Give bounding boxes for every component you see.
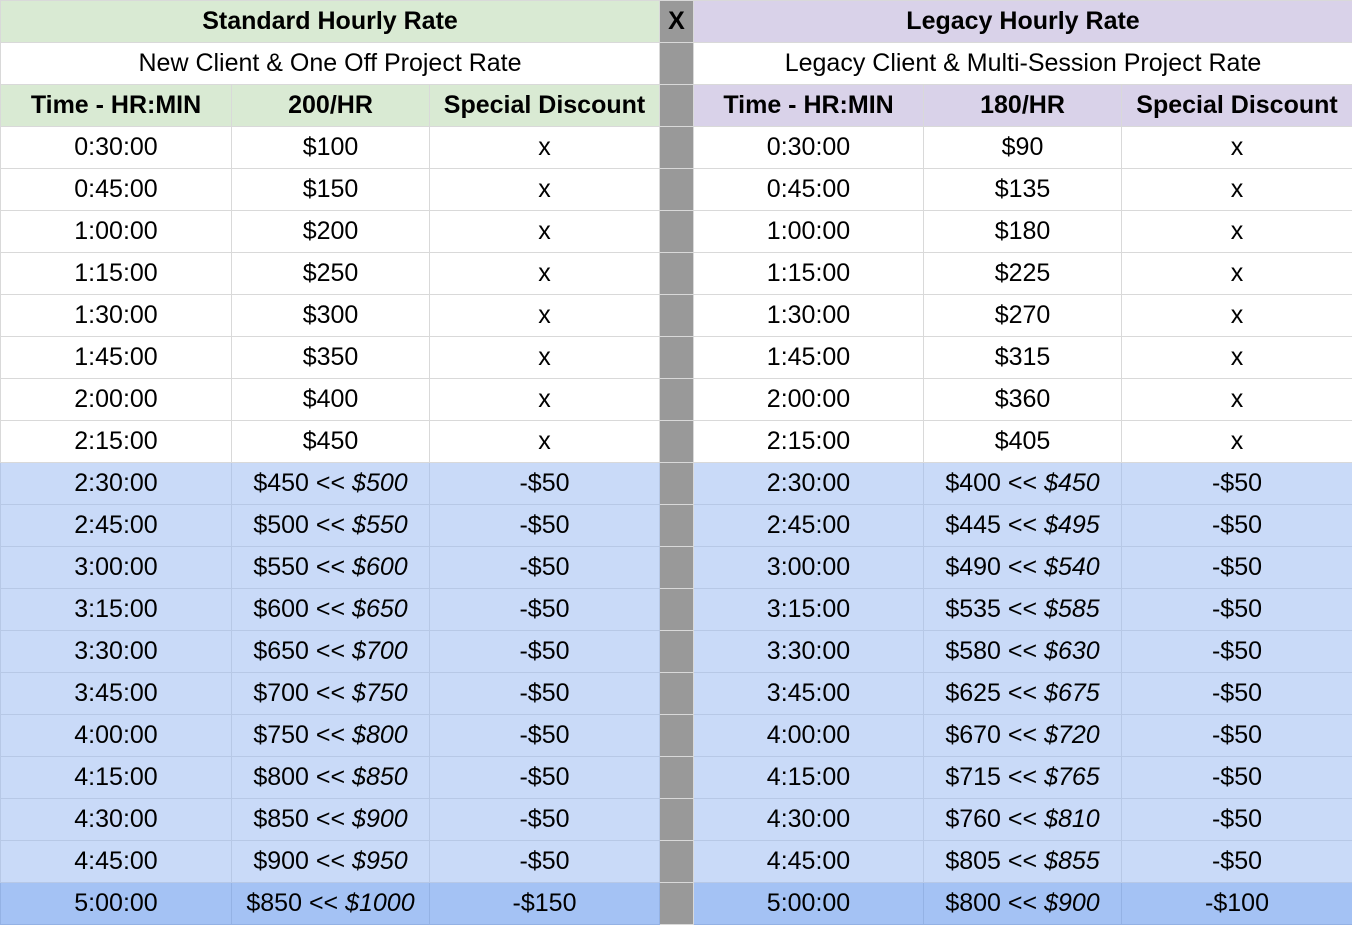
legacy-discount-cell[interactable]: -$50 bbox=[1122, 463, 1352, 505]
legacy-discount-cell[interactable]: x bbox=[1122, 421, 1352, 463]
separator-cell[interactable] bbox=[660, 379, 694, 421]
legacy-time-cell[interactable]: 4:45:00 bbox=[694, 841, 924, 883]
legacy-discount-cell[interactable]: x bbox=[1122, 337, 1352, 379]
original-price-value: $450 bbox=[1044, 469, 1100, 497]
standard-discount-header[interactable]: Special Discount bbox=[430, 85, 660, 127]
price-value: $100 bbox=[302, 133, 359, 161]
column-header-row bbox=[1, 85, 1352, 127]
original-price-value: $700 bbox=[352, 637, 408, 665]
separator-cell[interactable] bbox=[660, 463, 694, 505]
price-arrow: << bbox=[308, 469, 353, 497]
table-row bbox=[1, 589, 1352, 631]
price-value: $625 bbox=[945, 679, 1001, 707]
standard-price-cell[interactable] bbox=[232, 463, 430, 505]
price-arrow: << bbox=[1000, 763, 1045, 791]
price-value: $450 bbox=[302, 427, 359, 455]
price-value: $150 bbox=[302, 175, 359, 203]
price-arrow: << bbox=[308, 637, 353, 665]
standard-rate-title[interactable]: Standard Hourly Rate bbox=[1, 1, 660, 43]
standard-time-cell[interactable]: 2:45:00 bbox=[1, 505, 232, 547]
separator-cell[interactable] bbox=[660, 757, 694, 799]
price-value: $180 bbox=[994, 217, 1051, 245]
legacy-time-cell[interactable]: 2:00:00 bbox=[694, 379, 924, 421]
legacy-discount-cell[interactable]: -$50 bbox=[1122, 631, 1352, 673]
standard-time-cell[interactable]: 4:45:00 bbox=[1, 841, 232, 883]
legacy-time-cell[interactable]: 3:00:00 bbox=[694, 547, 924, 589]
standard-time-header[interactable]: Time - HR:MIN bbox=[1, 85, 232, 127]
standard-time-cell[interactable]: 2:30:00 bbox=[1, 463, 232, 505]
legacy-price-cell[interactable] bbox=[924, 757, 1122, 799]
standard-discount-cell[interactable]: -$50 bbox=[430, 715, 660, 757]
standard-discount-cell[interactable]: x bbox=[430, 169, 660, 211]
original-price-value: $900 bbox=[352, 805, 408, 833]
legacy-time-cell[interactable]: 1:45:00 bbox=[694, 337, 924, 379]
standard-discount-cell[interactable]: x bbox=[430, 127, 660, 169]
standard-price-cell[interactable] bbox=[232, 631, 430, 673]
standard-time-cell[interactable]: 0:45:00 bbox=[1, 169, 232, 211]
standard-discount-cell[interactable]: x bbox=[430, 253, 660, 295]
legacy-price-cell[interactable] bbox=[924, 631, 1122, 673]
standard-discount-cell[interactable]: -$50 bbox=[430, 841, 660, 883]
legacy-price-cell[interactable] bbox=[924, 715, 1122, 757]
separator-cell[interactable] bbox=[660, 589, 694, 631]
price-value: $405 bbox=[994, 427, 1051, 455]
standard-time-cell[interactable]: 5:00:00 bbox=[1, 883, 232, 925]
standard-price-cell[interactable] bbox=[232, 715, 430, 757]
legacy-time-cell[interactable]: 5:00:00 bbox=[694, 883, 924, 925]
separator-cell[interactable] bbox=[660, 169, 694, 211]
table-row bbox=[1, 799, 1352, 841]
price-value: $650 bbox=[253, 637, 309, 665]
standard-discount-cell[interactable]: -$50 bbox=[430, 463, 660, 505]
legacy-time-cell[interactable]: 1:30:00 bbox=[694, 295, 924, 337]
standard-price-cell[interactable] bbox=[232, 883, 430, 925]
table-row bbox=[1, 547, 1352, 589]
legacy-price-cell[interactable] bbox=[924, 505, 1122, 547]
legacy-time-cell[interactable]: 3:45:00 bbox=[694, 673, 924, 715]
price-arrow: << bbox=[1000, 679, 1045, 707]
table-row bbox=[1, 463, 1352, 505]
legacy-time-cell[interactable]: 4:00:00 bbox=[694, 715, 924, 757]
separator-cell[interactable] bbox=[660, 253, 694, 295]
price-value: $580 bbox=[945, 637, 1001, 665]
price-value: $670 bbox=[945, 721, 1001, 749]
price-value: $600 bbox=[253, 595, 309, 623]
price-arrow: << bbox=[1000, 553, 1045, 581]
table-row bbox=[1, 211, 1352, 253]
legacy-time-cell[interactable]: 0:30:00 bbox=[694, 127, 924, 169]
separator-cell[interactable] bbox=[660, 673, 694, 715]
table-row bbox=[1, 337, 1352, 379]
standard-price-cell[interactable] bbox=[232, 757, 430, 799]
standard-time-cell[interactable]: 4:15:00 bbox=[1, 757, 232, 799]
legacy-time-cell[interactable]: 2:15:00 bbox=[694, 421, 924, 463]
legacy-time-cell[interactable]: 1:00:00 bbox=[694, 211, 924, 253]
table-row bbox=[1, 841, 1352, 883]
standard-price-cell[interactable] bbox=[232, 421, 430, 463]
standard-discount-cell[interactable]: x bbox=[430, 379, 660, 421]
price-arrow: << bbox=[1000, 595, 1045, 623]
original-price-value: $950 bbox=[352, 847, 408, 875]
legacy-discount-cell[interactable]: x bbox=[1122, 379, 1352, 421]
price-value: $750 bbox=[253, 721, 309, 749]
legacy-price-cell[interactable] bbox=[924, 673, 1122, 715]
legacy-time-cell[interactable]: 2:30:00 bbox=[694, 463, 924, 505]
price-value: $760 bbox=[945, 805, 1001, 833]
legacy-time-cell[interactable]: 1:15:00 bbox=[694, 253, 924, 295]
price-value: $850 bbox=[246, 889, 302, 917]
separator-cell[interactable] bbox=[660, 127, 694, 169]
price-value: $700 bbox=[253, 679, 309, 707]
original-price-value: $855 bbox=[1044, 847, 1100, 875]
price-arrow: << bbox=[308, 511, 353, 539]
separator-cell[interactable] bbox=[660, 337, 694, 379]
original-price-value: $750 bbox=[352, 679, 408, 707]
separator-cell[interactable] bbox=[660, 505, 694, 547]
price-arrow: << bbox=[308, 763, 353, 791]
price-value: $805 bbox=[945, 847, 1001, 875]
legacy-price-cell[interactable] bbox=[924, 799, 1122, 841]
original-price-value: $1000 bbox=[345, 889, 415, 917]
legacy-discount-header[interactable]: Special Discount bbox=[1122, 85, 1352, 127]
legacy-discount-cell[interactable]: -$100 bbox=[1122, 883, 1352, 925]
table-row bbox=[1, 631, 1352, 673]
separator-cell[interactable] bbox=[660, 211, 694, 253]
table-row bbox=[1, 169, 1352, 211]
price-value: $400 bbox=[945, 469, 1001, 497]
standard-rate-header[interactable]: 200/HR bbox=[232, 85, 430, 127]
standard-time-cell[interactable]: 1:15:00 bbox=[1, 253, 232, 295]
separator-cell[interactable] bbox=[660, 715, 694, 757]
legacy-price-cell[interactable] bbox=[924, 463, 1122, 505]
standard-discount-cell[interactable]: x bbox=[430, 337, 660, 379]
title-row bbox=[1, 1, 1352, 43]
legacy-price-cell[interactable] bbox=[924, 337, 1122, 379]
legacy-price-cell[interactable] bbox=[924, 589, 1122, 631]
standard-discount-cell[interactable]: x bbox=[430, 295, 660, 337]
price-arrow: << bbox=[1000, 721, 1045, 749]
price-value: $315 bbox=[994, 343, 1051, 371]
original-price-value: $550 bbox=[352, 511, 408, 539]
price-value: $300 bbox=[302, 301, 359, 329]
separator-cell[interactable] bbox=[660, 295, 694, 337]
price-value: $200 bbox=[302, 217, 359, 245]
standard-time-cell[interactable]: 1:30:00 bbox=[1, 295, 232, 337]
original-price-value: $495 bbox=[1044, 511, 1100, 539]
price-value: $500 bbox=[253, 511, 309, 539]
table-row bbox=[1, 421, 1352, 463]
standard-price-cell[interactable] bbox=[232, 589, 430, 631]
separator-cell[interactable] bbox=[660, 547, 694, 589]
legacy-rate-header[interactable]: 180/HR bbox=[924, 85, 1122, 127]
price-value: $535 bbox=[945, 595, 1001, 623]
standard-discount-cell[interactable]: -$150 bbox=[430, 883, 660, 925]
price-value: $850 bbox=[253, 805, 309, 833]
standard-time-cell[interactable]: 2:00:00 bbox=[1, 379, 232, 421]
standard-price-cell[interactable] bbox=[232, 253, 430, 295]
separator-cell[interactable] bbox=[660, 799, 694, 841]
legacy-rate-title[interactable]: Legacy Hourly Rate bbox=[694, 1, 1352, 43]
table-row bbox=[1, 127, 1352, 169]
standard-time-cell[interactable]: 2:15:00 bbox=[1, 421, 232, 463]
price-value: $715 bbox=[945, 763, 1001, 791]
standard-price-cell[interactable] bbox=[232, 505, 430, 547]
legacy-discount-cell[interactable]: -$50 bbox=[1122, 589, 1352, 631]
standard-time-cell[interactable]: 1:45:00 bbox=[1, 337, 232, 379]
legacy-price-cell[interactable] bbox=[924, 547, 1122, 589]
standard-discount-cell[interactable]: -$50 bbox=[430, 799, 660, 841]
standard-time-cell[interactable]: 4:30:00 bbox=[1, 799, 232, 841]
legacy-time-cell[interactable]: 3:30:00 bbox=[694, 631, 924, 673]
price-arrow: << bbox=[308, 679, 353, 707]
price-value: $445 bbox=[945, 511, 1001, 539]
separator-cell[interactable] bbox=[660, 883, 694, 925]
legacy-rate-subtitle[interactable]: Legacy Client & Multi-Session Project Rate bbox=[694, 43, 1352, 85]
original-price-value: $630 bbox=[1044, 637, 1100, 665]
price-arrow: << bbox=[308, 553, 353, 581]
price-arrow: << bbox=[308, 847, 353, 875]
price-arrow: << bbox=[1000, 469, 1045, 497]
legacy-time-cell[interactable]: 3:15:00 bbox=[694, 589, 924, 631]
price-value: $800 bbox=[945, 889, 1001, 917]
standard-price-cell[interactable] bbox=[232, 211, 430, 253]
price-value: $270 bbox=[994, 301, 1051, 329]
table-row bbox=[1, 295, 1352, 337]
legacy-time-cell[interactable]: 4:15:00 bbox=[694, 757, 924, 799]
standard-time-cell[interactable]: 3:15:00 bbox=[1, 589, 232, 631]
separator-cell[interactable] bbox=[660, 421, 694, 463]
legacy-price-cell[interactable] bbox=[924, 211, 1122, 253]
original-price-value: $500 bbox=[352, 469, 408, 497]
legacy-discount-cell[interactable]: -$50 bbox=[1122, 799, 1352, 841]
legacy-price-cell[interactable] bbox=[924, 127, 1122, 169]
legacy-price-cell[interactable] bbox=[924, 421, 1122, 463]
price-value: $400 bbox=[302, 385, 359, 413]
standard-discount-cell[interactable]: -$50 bbox=[430, 589, 660, 631]
separator-x-label[interactable]: X bbox=[660, 1, 694, 43]
price-arrow: << bbox=[308, 595, 353, 623]
standard-discount-cell[interactable]: -$50 bbox=[430, 673, 660, 715]
price-value: $450 bbox=[253, 469, 309, 497]
standard-discount-cell[interactable]: -$50 bbox=[430, 757, 660, 799]
standard-discount-cell[interactable]: x bbox=[430, 211, 660, 253]
standard-price-cell[interactable] bbox=[232, 379, 430, 421]
table-row bbox=[1, 757, 1352, 799]
original-price-value: $675 bbox=[1044, 679, 1100, 707]
price-arrow: << bbox=[308, 805, 353, 833]
original-price-value: $800 bbox=[352, 721, 408, 749]
standard-discount-cell[interactable]: -$50 bbox=[430, 631, 660, 673]
table-row bbox=[1, 883, 1352, 925]
original-price-value: $900 bbox=[1044, 889, 1100, 917]
legacy-price-cell[interactable] bbox=[924, 253, 1122, 295]
standard-price-cell[interactable] bbox=[232, 841, 430, 883]
price-value: $250 bbox=[302, 259, 359, 287]
price-arrow: << bbox=[1000, 805, 1045, 833]
standard-price-cell[interactable] bbox=[232, 169, 430, 211]
legacy-discount-cell[interactable]: -$50 bbox=[1122, 547, 1352, 589]
price-value: $550 bbox=[253, 553, 309, 581]
price-value: $135 bbox=[994, 175, 1051, 203]
price-value: $225 bbox=[994, 259, 1051, 287]
table-row bbox=[1, 505, 1352, 547]
standard-time-cell[interactable]: 3:30:00 bbox=[1, 631, 232, 673]
legacy-time-cell[interactable]: 2:45:00 bbox=[694, 505, 924, 547]
legacy-discount-cell[interactable]: x bbox=[1122, 169, 1352, 211]
legacy-time-cell[interactable]: 4:30:00 bbox=[694, 799, 924, 841]
standard-price-cell[interactable] bbox=[232, 673, 430, 715]
legacy-discount-cell[interactable]: -$50 bbox=[1122, 715, 1352, 757]
price-arrow: << bbox=[308, 721, 353, 749]
legacy-price-cell[interactable] bbox=[924, 841, 1122, 883]
original-price-value: $540 bbox=[1044, 553, 1100, 581]
price-arrow: << bbox=[302, 889, 346, 917]
price-arrow: << bbox=[1000, 637, 1045, 665]
original-price-value: $720 bbox=[1044, 721, 1100, 749]
standard-discount-cell[interactable]: x bbox=[430, 421, 660, 463]
standard-discount-cell[interactable]: -$50 bbox=[430, 505, 660, 547]
standard-rate-subtitle[interactable]: New Client & One Off Project Rate bbox=[1, 43, 660, 85]
legacy-discount-cell[interactable]: -$50 bbox=[1122, 673, 1352, 715]
legacy-price-cell[interactable] bbox=[924, 295, 1122, 337]
standard-discount-cell[interactable]: -$50 bbox=[430, 547, 660, 589]
standard-time-cell[interactable]: 1:00:00 bbox=[1, 211, 232, 253]
legacy-price-cell[interactable] bbox=[924, 379, 1122, 421]
table-row bbox=[1, 715, 1352, 757]
price-value: $90 bbox=[1001, 133, 1044, 161]
original-price-value: $650 bbox=[352, 595, 408, 623]
price-arrow: << bbox=[1000, 511, 1045, 539]
separator-cell[interactable] bbox=[660, 43, 694, 85]
original-price-value: $600 bbox=[352, 553, 408, 581]
standard-price-cell[interactable] bbox=[232, 127, 430, 169]
standard-time-cell[interactable]: 0:30:00 bbox=[1, 127, 232, 169]
standard-price-cell[interactable] bbox=[232, 799, 430, 841]
original-price-value: $585 bbox=[1044, 595, 1100, 623]
legacy-discount-cell[interactable]: x bbox=[1122, 211, 1352, 253]
legacy-discount-cell[interactable]: x bbox=[1122, 295, 1352, 337]
original-price-value: $850 bbox=[352, 763, 408, 791]
price-value: $350 bbox=[302, 343, 359, 371]
table-row bbox=[1, 673, 1352, 715]
legacy-discount-cell[interactable]: x bbox=[1122, 127, 1352, 169]
legacy-time-header[interactable]: Time - HR:MIN bbox=[694, 85, 924, 127]
subtitle-row bbox=[1, 43, 1352, 85]
price-value: $900 bbox=[253, 847, 309, 875]
table-row bbox=[1, 253, 1352, 295]
legacy-discount-cell[interactable]: -$50 bbox=[1122, 757, 1352, 799]
separator-cell[interactable] bbox=[660, 85, 694, 127]
standard-time-cell[interactable]: 3:00:00 bbox=[1, 547, 232, 589]
table-row bbox=[1, 379, 1352, 421]
separator-cell[interactable] bbox=[660, 631, 694, 673]
price-value: $800 bbox=[253, 763, 309, 791]
price-arrow: << bbox=[1000, 889, 1045, 917]
original-price-value: $765 bbox=[1044, 763, 1100, 791]
legacy-price-cell[interactable] bbox=[924, 169, 1122, 211]
legacy-time-cell[interactable]: 0:45:00 bbox=[694, 169, 924, 211]
standard-price-cell[interactable] bbox=[232, 547, 430, 589]
price-value: $490 bbox=[945, 553, 1001, 581]
standard-time-cell[interactable]: 4:00:00 bbox=[1, 715, 232, 757]
legacy-price-cell[interactable] bbox=[924, 883, 1122, 925]
price-value: $360 bbox=[994, 385, 1051, 413]
standard-time-cell[interactable]: 3:45:00 bbox=[1, 673, 232, 715]
separator-cell[interactable] bbox=[660, 841, 694, 883]
legacy-discount-cell[interactable]: -$50 bbox=[1122, 841, 1352, 883]
legacy-discount-cell[interactable]: x bbox=[1122, 253, 1352, 295]
original-price-value: $810 bbox=[1044, 805, 1100, 833]
price-arrow: << bbox=[1000, 847, 1045, 875]
legacy-discount-cell[interactable]: -$50 bbox=[1122, 505, 1352, 547]
standard-price-cell[interactable] bbox=[232, 337, 430, 379]
standard-price-cell[interactable] bbox=[232, 295, 430, 337]
